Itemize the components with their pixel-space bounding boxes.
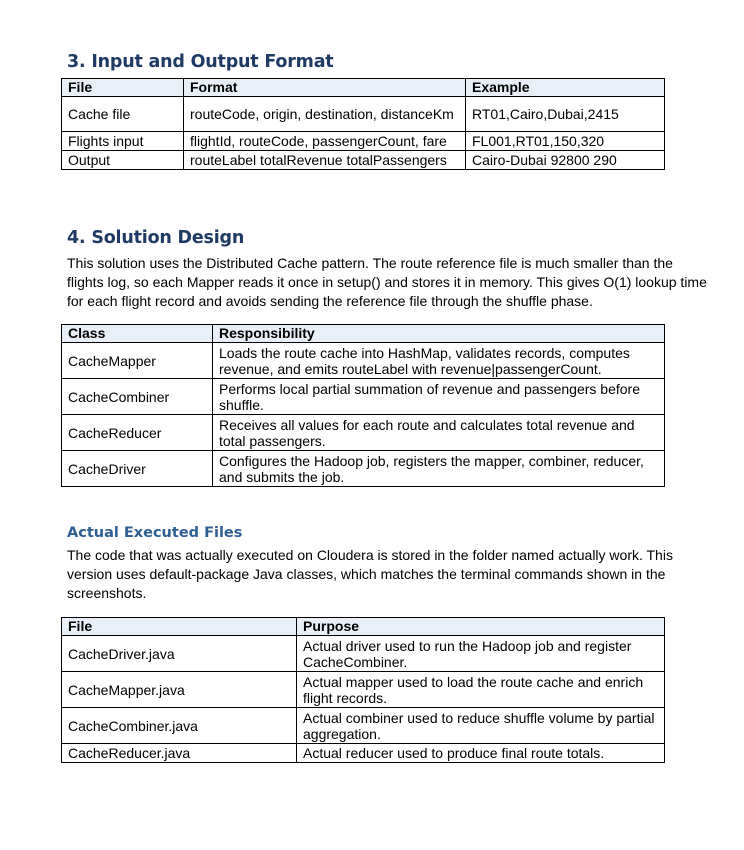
table-cell: Actual driver used to run the Hadoop job and register CacheCombiner. [297,636,665,672]
table-cell: FL001,RT01,150,320 [466,132,665,151]
table-cell: flightId, routeCode, passengerCount, fare [184,132,466,151]
table-row [62,636,665,672]
table-cell: RT01,Cairo,Dubai,2415 [466,97,665,132]
class-table [61,324,665,487]
table-cell: Flights input [62,132,184,151]
table-row [62,708,665,744]
table-cell: CacheReducer.java [62,744,297,763]
table-cell: CacheMapper [62,343,213,379]
table-header-row [62,79,665,97]
table-cell: Loads the route cache into HashMap, validates records, computes revenue, and emits routeLabel with revenue|passengerCount. [213,343,665,379]
table-row [62,132,665,151]
table-row [62,672,665,708]
section-3-heading: 3. Input and Output Format [67,52,334,72]
executed-files-heading: Actual Executed Files [67,525,243,541]
table-cell: Actual reducer used to produce final route totals. [297,744,665,763]
executed-files-paragraph: The code that was actually executed on Cloudera is stored in the folder named actually work. This version uses default-package Java classes, which matches the terminal commands shown in the screenshots. [67,547,673,601]
table-row [62,97,665,132]
table-row [62,343,665,379]
table-cell: Actual mapper used to load the route cache and enrich flight records. [297,672,665,708]
header-example: Example [466,79,665,97]
table-row [62,151,665,170]
table-cell: CacheCombiner.java [62,708,297,744]
table-cell: CacheReducer [62,415,213,451]
table-cell: CacheDriver [62,451,213,487]
table-cell: Configures the Hadoop job, registers the mapper, combiner, reducer, and submits the job. [213,451,665,487]
table-cell: Cairo-Dubai 92800 290 [466,151,665,170]
header-class: Class [62,325,213,343]
table-row [62,451,665,487]
table-cell: routeCode, origin, destination, distanceKm [184,97,466,132]
header-purpose: Purpose [297,618,665,636]
header-responsibility: Responsibility [213,325,665,343]
table-row [62,379,665,415]
table-cell: CacheCombiner [62,379,213,415]
solution-design-paragraph: This solution uses the Distributed Cache pattern. The route reference file is much smaller than the flights log, so each Mapper reads it once in setup() and stores it in memory. This gives O(1) lookup time for each flight record and avoids sending the reference file through the shuffle phase. [67,255,707,309]
table-cell: Performs local partial summation of revenue and passengers before shuffle. [213,379,665,415]
table-row [62,415,665,451]
format-table [61,78,665,170]
table-cell: CacheDriver.java [62,636,297,672]
table-cell: Receives all values for each route and calculates total revenue and total passengers. [213,415,665,451]
table-header-row [62,618,665,636]
executed-files-table [61,617,665,763]
table-cell: Output [62,151,184,170]
table-cell: CacheMapper.java [62,672,297,708]
header-file: File [62,618,297,636]
header-file: File [62,79,184,97]
table-row [62,744,665,763]
table-cell: Cache file [62,97,184,132]
section-4-heading: 4. Solution Design [67,228,245,248]
header-format: Format [184,79,466,97]
table-cell: Actual combiner used to reduce shuffle volume by partial aggregation. [297,708,665,744]
table-cell: routeLabel totalRevenue totalPassengers [184,151,466,170]
table-header-row [62,325,665,343]
